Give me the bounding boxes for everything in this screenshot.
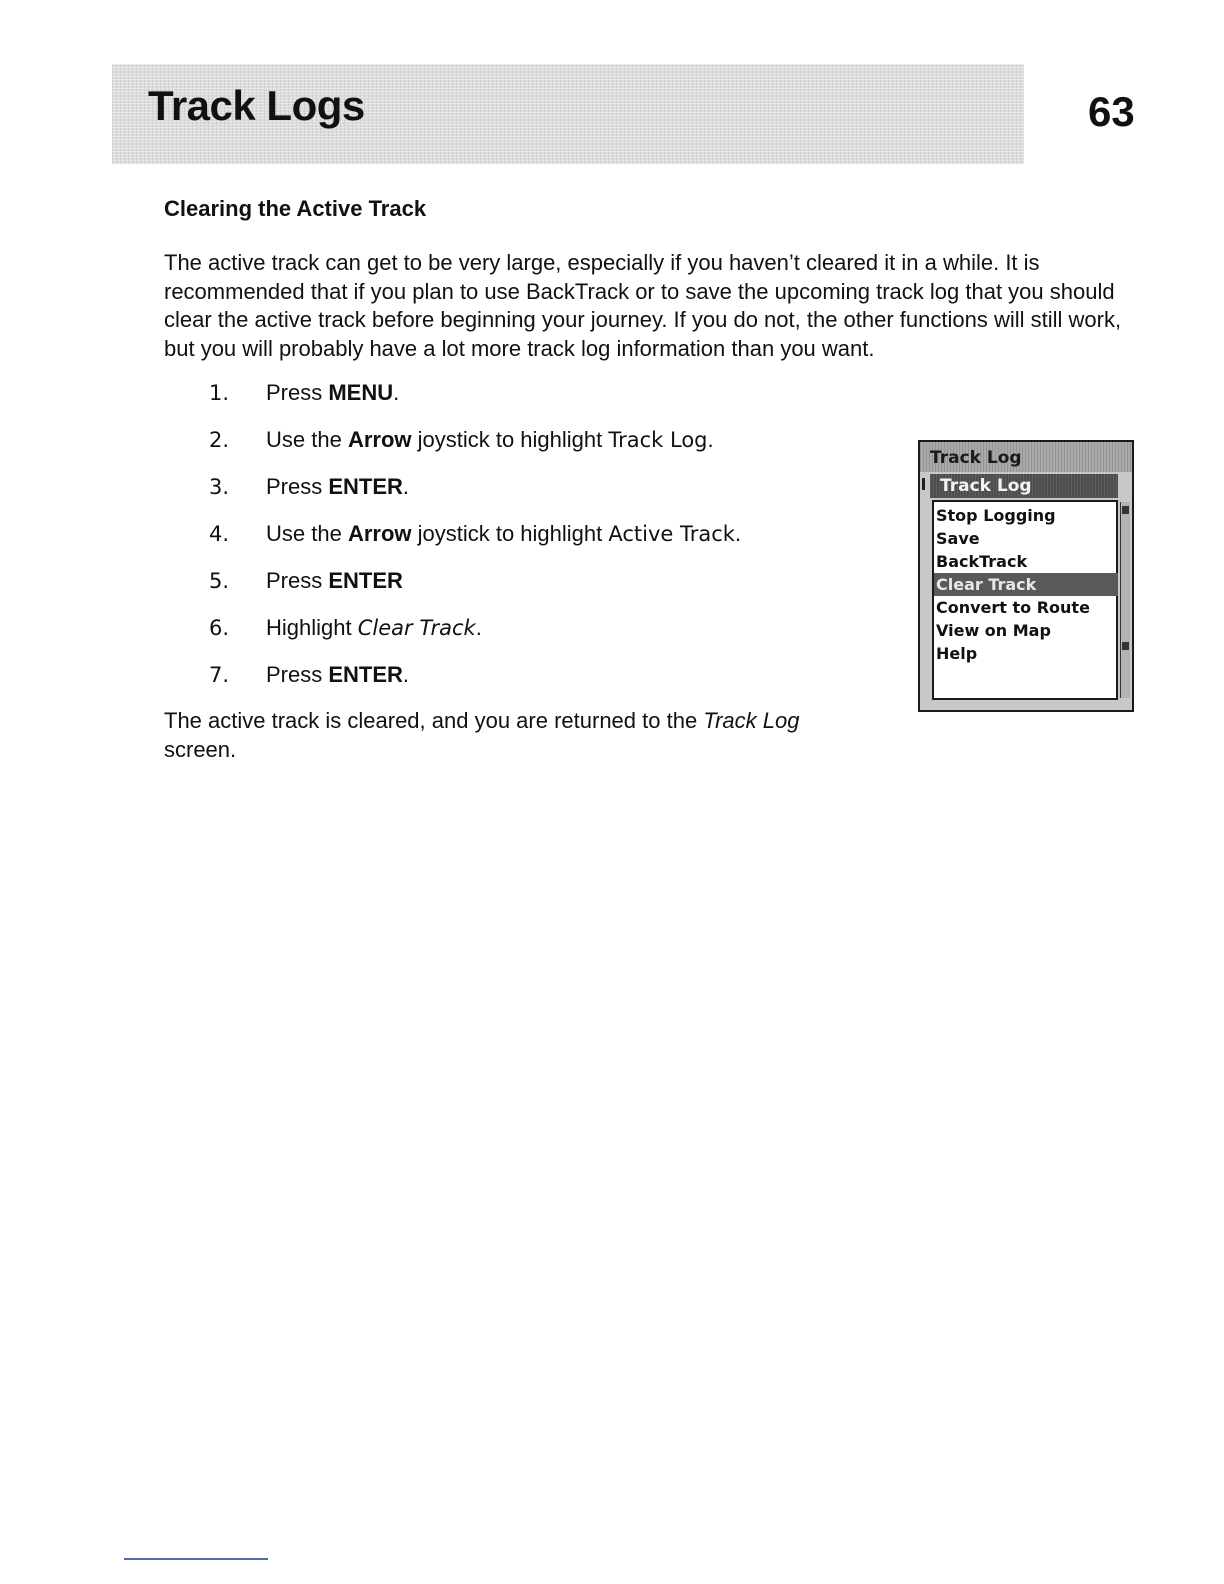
- step-text: [266, 471, 409, 503]
- step-item: [0, 659, 760, 691]
- step-post: .: [402, 474, 410, 499]
- scroll-up-arrow-icon[interactable]: [1122, 506, 1129, 514]
- step-text: [266, 518, 741, 550]
- step-post: .: [402, 662, 410, 687]
- step-keyword: ENTER: [328, 568, 403, 593]
- step-pre: Use the: [266, 427, 348, 452]
- step-number: 7.: [209, 663, 230, 687]
- step-ui-term: Track Log: [608, 428, 708, 452]
- menu-item-stop-logging[interactable]: Stop Logging: [936, 506, 1056, 525]
- step-term-post: .: [475, 615, 482, 640]
- chapter-title: Track Logs: [148, 82, 365, 129]
- step-pre: Press: [266, 568, 329, 593]
- section-heading: Clearing the Active Track: [164, 196, 427, 221]
- step-text: [266, 612, 482, 644]
- left-edge-mark: [922, 478, 925, 490]
- step-number: 6.: [209, 616, 230, 640]
- device-screen-title: Track Log: [930, 448, 1022, 468]
- step-item: [0, 565, 760, 597]
- step-ui-term: Clear Track: [357, 616, 476, 640]
- step-term-post: .: [707, 427, 714, 452]
- step-pre: Highlight: [266, 615, 358, 640]
- step-keyword: MENU: [328, 380, 394, 405]
- step-keyword: ENTER: [328, 662, 403, 687]
- step-post: .: [393, 380, 400, 405]
- closing-text-end: screen.: [164, 737, 237, 762]
- step-item: [0, 471, 760, 503]
- step-pre: Use the: [266, 521, 348, 546]
- device-screenshot: [918, 440, 1134, 712]
- menu-item-clear-track[interactable]: Clear Track: [934, 573, 1118, 596]
- step-item: [0, 377, 760, 409]
- step-keyword: ENTER: [328, 474, 403, 499]
- step-keyword: Arrow: [347, 521, 412, 546]
- menu-item-help[interactable]: Help: [936, 644, 978, 663]
- menu-item-convert-to-route[interactable]: Convert to Route: [936, 598, 1090, 617]
- step-text: [266, 565, 403, 597]
- step-term-post: .: [734, 521, 742, 546]
- intro-paragraph: The active track can get to be very large, especially if you haven’t cleared it in a while. It is recommended that if you plan to use BackTrack or to save the upcoming track log that you should clear the active track before beginning your journey. If you do not, the other functions will still work, but you will probably have a lot more track log information than you want.: [164, 250, 1122, 361]
- menu-header: [930, 474, 1118, 498]
- closing-paragraph: [164, 706, 864, 764]
- step-item: [0, 612, 760, 644]
- step-post: joystick to highlight: [411, 427, 609, 452]
- step-number: 1.: [209, 381, 230, 405]
- menu-item-view-on-map[interactable]: View on Map: [936, 621, 1051, 640]
- step-text: [266, 377, 399, 409]
- step-item: [0, 518, 760, 550]
- track-log-menu: [932, 500, 1118, 700]
- step-pre: Press: [266, 380, 329, 405]
- step-text: [266, 659, 409, 691]
- menu-item-save[interactable]: Save: [936, 529, 980, 548]
- step-number: 4.: [209, 522, 230, 546]
- step-post: joystick to highlight: [411, 521, 609, 546]
- step-number: 2.: [209, 428, 230, 452]
- step-ui-term: Active Track: [608, 522, 735, 546]
- closing-text: The active track is cleared, and you are returned to the: [164, 708, 704, 733]
- step-number: 5.: [209, 569, 230, 593]
- step-keyword: Arrow: [347, 427, 412, 452]
- step-pre: Press: [266, 474, 329, 499]
- step-item: [0, 424, 760, 456]
- device-scrollbar[interactable]: [1120, 502, 1130, 698]
- footer-rule: [124, 1558, 268, 1560]
- step-pre: Press: [266, 662, 329, 687]
- menu-item-backtrack[interactable]: BackTrack: [936, 552, 1028, 571]
- menu-header-text: Track Log: [940, 476, 1032, 496]
- step-text: [266, 424, 714, 456]
- closing-emphasis: Track Log: [703, 708, 800, 733]
- page-number: 63: [1088, 88, 1135, 135]
- step-number: 3.: [209, 475, 230, 499]
- scroll-down-arrow-icon[interactable]: [1122, 642, 1129, 650]
